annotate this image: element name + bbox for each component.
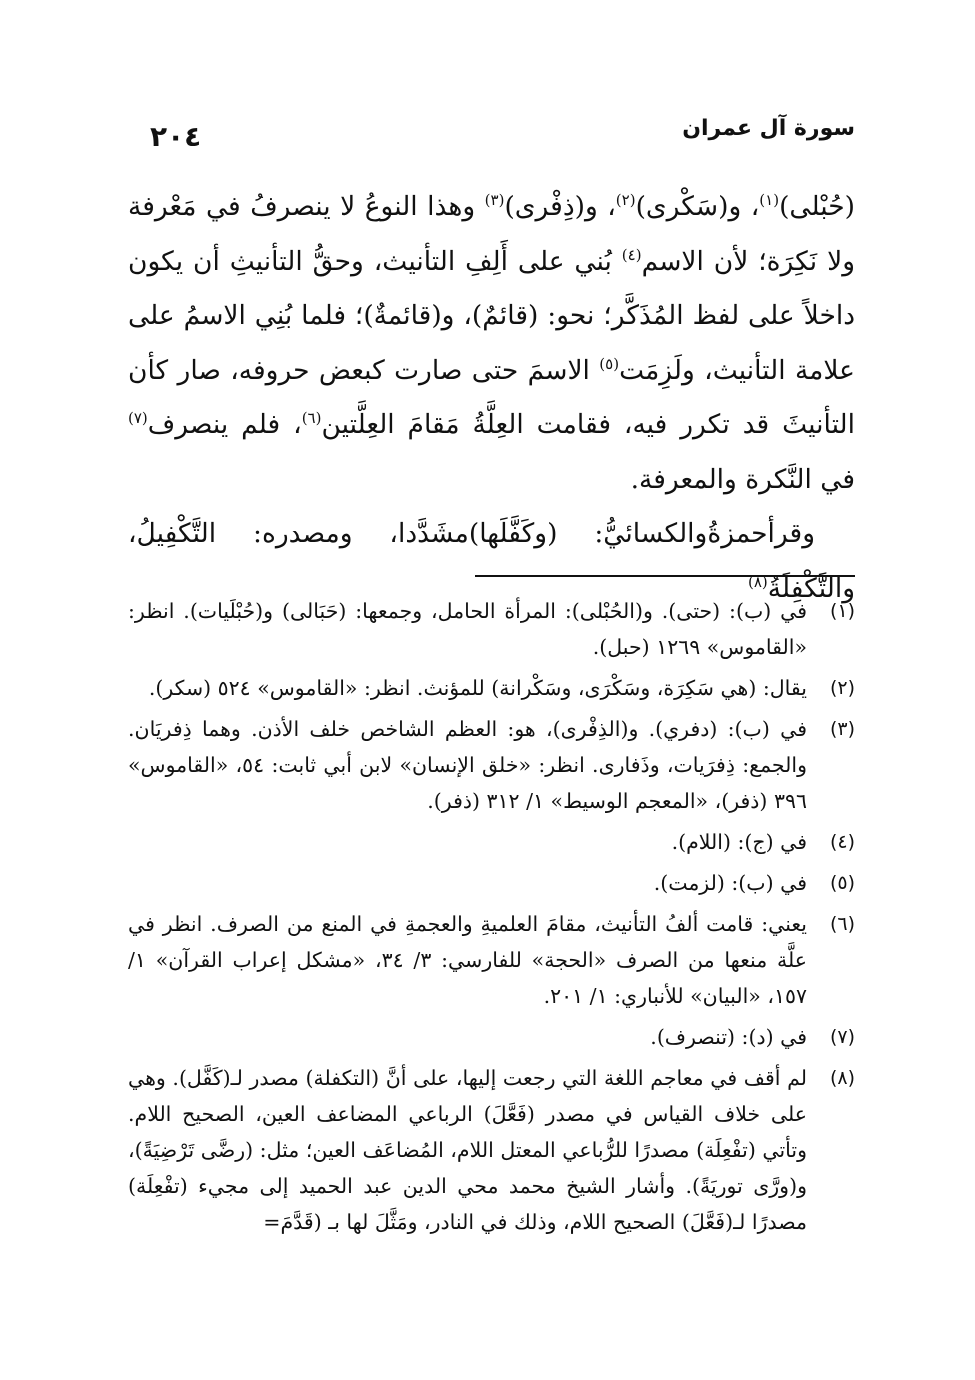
footnote-marker: (٦): [301, 409, 322, 428]
footnote-7: [128, 1019, 855, 1055]
text-run: ، فلم ينصرف: [147, 409, 302, 440]
footnote-number: (٣): [829, 718, 855, 740]
text-run: الاسمَ حتى صارت كبعض حروفه، صار كأن التأنيثَ قد تكرر فيه، فقامت العِلَّةُ مَقامَ العِلَّتين: [128, 354, 855, 440]
footnote-number: (٢): [829, 677, 855, 699]
footnote-text: يعني: قامت ألفُ التأنيث، مقامَ العلميةِ والعجمةِ في المنع من الصرف. انظر في علَّة منعها من الصرف «الحجة» للفارسي: ٣/ ٣٤، «مشكل إعراب القرآن» ١/ ١٥٧، «البيان» للأنباري: ١/ ٢٠١.: [128, 912, 807, 1008]
surah-title: سورة آل عمران: [682, 116, 855, 141]
footnote-3: [128, 711, 855, 819]
footnote-divider: [475, 575, 855, 577]
footnote-number: (٧): [829, 1026, 855, 1048]
footnote-text: في (ج): (اللام).: [671, 830, 807, 854]
footnote-marker: (٥): [599, 354, 620, 373]
text-run: وقرأحمزةُوالكسائيُّ: (وكَفَّلَها)مشَدَّدا، ومصدره: التَّكْفِيلُ، والتَّكْفِلَةُ: [128, 518, 855, 604]
text-run: وهذا النوعُ لا ينصرفُ في مَعْرفة ولا نَكِرَة؛ لأن الاسم: [128, 191, 855, 277]
footnote-marker: (٢): [615, 191, 636, 210]
footnote-text: يقال: (هي سَكِرَة، وسَكْرَى، وسَكْرانة) للمؤنث. انظر: «القاموس» ٥٢٤ (سكر).: [148, 676, 807, 700]
footnote-text: في (ب): (لزمت).: [653, 871, 807, 895]
footnote-text: في (د): (تنصرف).: [650, 1025, 807, 1049]
footnote-6: [128, 906, 855, 1014]
footnote-5: [128, 865, 855, 901]
text-run: في النَّكرة والمعرفة.: [630, 463, 855, 495]
footnote-marker: (٨): [747, 572, 768, 591]
footnote-number: (٦): [829, 913, 855, 935]
main-text: [128, 180, 855, 616]
footnote-text: لم أقف في معاجم اللغة التي رجعت إليها، على أنَّ (التكفلة) مصدر لـ(كَفَّل). وهي على خلاف القياس في مصدر (فَعَّلَ) الرباعي المضاعف العين، الصحيح اللام. وتأتي (تفْعِلَة) مصدرًا للرُّباعي المعتل اللام، المُضاعَف العين؛ مثل: (رضَّى تَرْضِيَةً)، و(ورَّى توريَةً). وأشار الشيخ محمد محي الدين عبد الحميد إلى مجيء (تفْعِلَة) مصدرًا لـ(فَعَّلَ) الصحيح اللام، وذلك في النادر، ومَثَّلَ لها بـ (قَدَّمَ=: [128, 1066, 807, 1234]
footnote-number: (١): [829, 600, 855, 622]
footnote-marker: (٣): [484, 191, 505, 210]
footnote-4: [128, 824, 855, 860]
page-number: ٢٠٤: [150, 120, 202, 153]
footnote-1: [128, 593, 855, 665]
text-run: ، و(سَكْرى): [635, 191, 760, 222]
footnote-text: في (ب): (حتى). و(الحُبْلى): المرأة الحامل، وجمعها: (حَبَالى) و(حُبْلَيات). انظر: «القاموس» ١٢٦٩ (حبل).: [128, 599, 807, 659]
text-run: ، و(ذِفْرى): [504, 191, 616, 222]
footnote-marker: (٧): [128, 409, 148, 428]
text-run: بُني على أَلِفِ التأنيث، وحقُّ التأنيثِ أن يكون داخلاً على لفظ المُذَكَّر؛ نحو: (قائمٌ)، و(قائمةٌ)؛ فلما بُنِي الاسمُ على علامة التأنيث، ولَزِمَت: [128, 245, 855, 386]
footnotes-section: [128, 593, 855, 1245]
footnote-2: [128, 670, 855, 706]
footnote-number: (٥): [829, 872, 855, 894]
footnote-marker: (١): [759, 191, 780, 210]
footnote-text: في (ب): (دفري). و(الذِفْرى)، هو: العظم الشاخص خلف الأذن. وهما ذِفريَان. والجمع: ذِفرَيات، وذَفارى. انظر: «خلق الإنسان» لابن أبي ثابت: ٥٤، «القاموس» ٣٩٦ (ذفر)، «المعجم الوسيط» ١/ ٣١٢ (ذفر).: [128, 717, 807, 813]
footnote-number: (٤): [829, 831, 855, 853]
footnote-marker: (٤): [621, 245, 642, 264]
footnote-8: [128, 1060, 855, 1240]
main-paragraph-1: [128, 180, 855, 507]
page-header: [150, 112, 855, 152]
footnote-number: (٨): [829, 1067, 855, 1089]
text-run: (حُبْلى): [779, 191, 855, 222]
